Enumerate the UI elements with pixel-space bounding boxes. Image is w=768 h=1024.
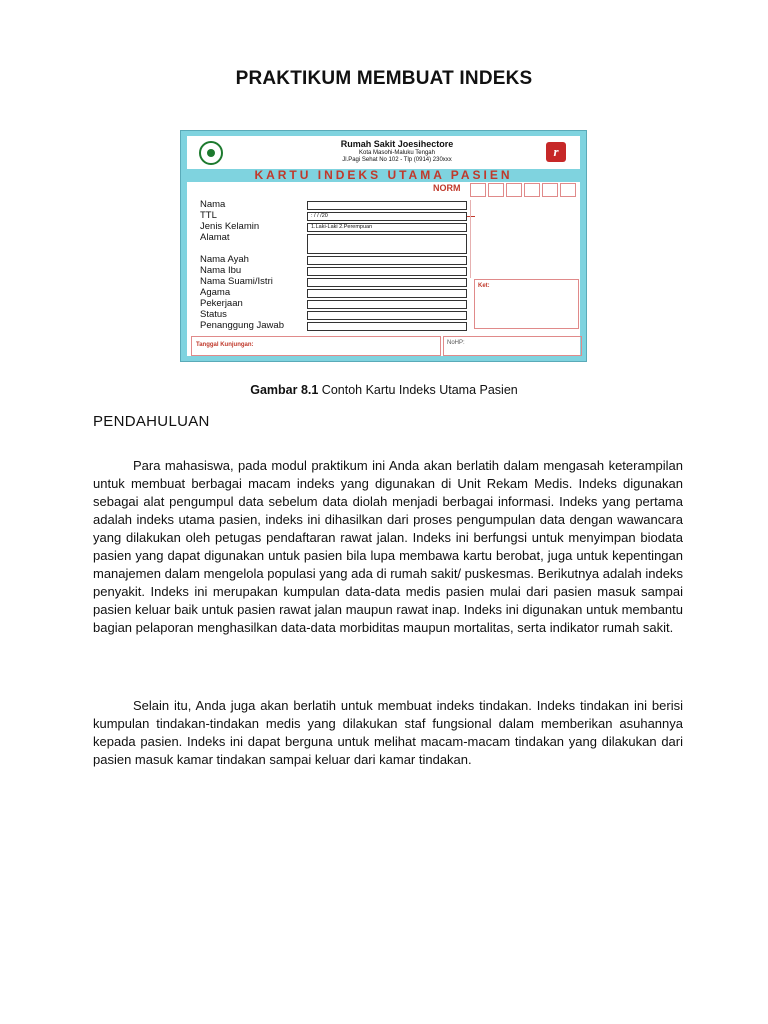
norm-digit-box — [488, 183, 504, 197]
figure-caption — [0, 383, 768, 397]
field-label-nama: Nama — [200, 199, 226, 210]
hospital-logo-icon — [199, 141, 223, 165]
ket-label: Ket: — [478, 283, 490, 289]
hospital-name: Rumah Sakit Joesihectore — [340, 139, 454, 149]
field-box-jenis-kelamin: 1.Laki-Laki 2.Perempuan — [307, 223, 467, 232]
field-label-jenis-kelamin: Jenis Kelamin — [200, 221, 260, 232]
card-header — [187, 136, 580, 169]
field-box-nama-ayah — [307, 256, 467, 265]
field-box-pekerjaan — [307, 300, 467, 309]
field-box-ttl: : / / /20 — [307, 212, 467, 221]
field-box-penanggung-jawab — [307, 322, 467, 331]
field-box-nama-ibu — [307, 267, 467, 276]
hospital-address-line2: Jl.Pagi Sehat No 102 - Tlp (0914) 230xxx — [342, 157, 452, 163]
paragraph: Selain itu, Anda juga akan berlatih untuk membuat indeks tindakan. Indeks tindakan ini berisi kumpulan tindakan-tindakan medis yang dilakukan staf fungsional dalam memberikan asuhannya kepada pasien. Indeks ini dapat berguna untuk melihat macam-macam tindakan yang dilakukan dari pasien masuk kamar tindakan sampai keluar dari kamar tindakan. — [93, 698, 683, 767]
field-label-nama-ibu: Nama Ibu — [200, 265, 242, 276]
brand-logo-icon: r — [546, 142, 566, 162]
norm-digit-box — [524, 183, 540, 197]
tanggal-kunjungan-label: Tanggal Kunjungan: — [196, 342, 254, 348]
field-box-alamat — [307, 234, 467, 254]
field-label-penanggung-jawab: Penanggung Jawab — [200, 320, 284, 331]
tanggal-kunjungan-box — [191, 336, 441, 356]
card-banner: KARTU INDEKS UTAMA PASIEN — [187, 169, 580, 182]
norm-digit-box — [542, 183, 558, 197]
patient-index-card-figure — [180, 130, 587, 362]
paragraph: Para mahasiswa, pada modul praktikum ini Anda akan berlatih dalam mengasah keterampilan untuk membuat berbagai macam indeks yang digunakan di Unit Rekam Medis. Indeks digunakan sebagai alat pengumpul data sebelum data diolah menjadi berbagai informasi. Indeks yang pertama adalah indeks utama pasien, indeks ini dihasilkan dari proses pengumpulan data dengan wawancara yang dilakukan oleh petugas pendaftaran rawat jalan. Indeks ini berfungsi untuk menyimpan biodata pasien yang dapat digunakan untuk pasien bila lupa membawa kartu berobat, juga untuk kepentingan manajemen dalam mengelola populasi yang ada di rumah sakit/ puskesmas. Berikutnya adalah indeks penyakit. Indeks ini merupakan kumpulan data-data medis pasien mulai dari pasien masuk sampai pasien keluar baik untuk pasien rawat jalan maupun rawat inap. Indeks ini digunakan untuk membantu bagian pelaporan menghasilkan data-data morbiditas maupun mortalitas, serta indikator rumah sakit. — [93, 458, 683, 635]
ket-box — [474, 279, 579, 329]
norm-digit-box — [506, 183, 522, 197]
caption-number: Gambar 8.1 — [250, 383, 319, 397]
field-label-ttl: TTL — [200, 210, 217, 221]
field-box-nama-suami-istri — [307, 278, 467, 287]
field-box-status — [307, 311, 467, 320]
norm-label: NORM — [433, 183, 461, 193]
field-box-nama — [307, 201, 467, 210]
field-label-alamat: Alamat — [200, 232, 230, 243]
nohp-box — [443, 336, 582, 356]
field-label-pekerjaan: Pekerjaan — [200, 298, 243, 309]
field-box-agama — [307, 289, 467, 298]
page-title: PRAKTIKUM MEMBUAT INDEKS — [235, 68, 533, 89]
right-column — [470, 200, 580, 278]
section-heading: PENDAHULUAN — [93, 413, 210, 430]
field-label-agama: Agama — [200, 287, 231, 298]
nohp-label: NoHP: — [447, 340, 465, 346]
caption-text: Contoh Kartu Indeks Utama Pasien — [318, 383, 518, 397]
field-label-nama-ayah: Nama Ayah — [200, 254, 249, 265]
card-body — [187, 136, 580, 356]
field-label-nama-suami-istri: Nama Suami/Istri — [200, 276, 273, 287]
norm-digit-box — [560, 183, 576, 197]
norm-digit-box — [470, 183, 486, 197]
field-label-status: Status — [200, 309, 227, 320]
hospital-address-line1: Kota Masohi-Maluku Tengah — [359, 150, 435, 156]
